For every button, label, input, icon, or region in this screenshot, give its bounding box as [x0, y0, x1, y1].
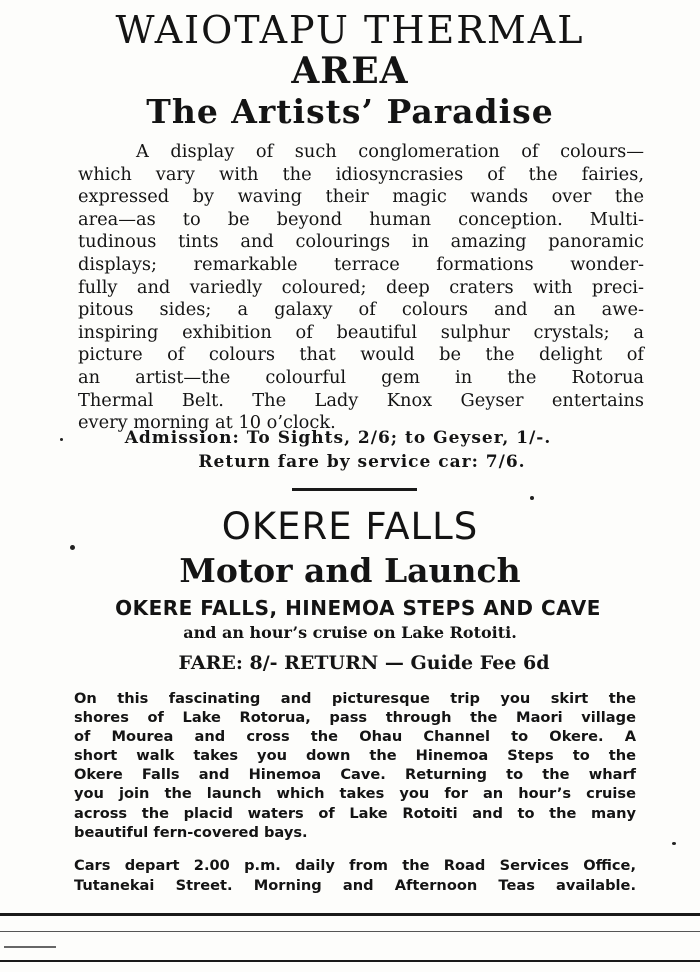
okere-title-line1: OKERE FALLS — [221, 505, 479, 548]
okere-body-line: across the placid waters of Lake Rotoiti and to the many — [74, 804, 636, 822]
waiotapu-description — [78, 141, 644, 435]
waiotapu-body-line: area—as to be beyond human conception. Multi- — [78, 208, 644, 230]
okere-body-line: of Mourea and cross the Ohau Channel to Okere. A — [74, 728, 636, 746]
ink-speck — [530, 496, 534, 500]
waiotapu-admission: Admission: To Sights, 2/6; to Geyser, 1/-. — [124, 428, 552, 448]
waiotapu-body-line: displays; remarkable terrace formations wonder- — [78, 253, 644, 275]
page-rule — [0, 913, 700, 916]
waiotapu-body-line: which vary with the idiosyncrasies of the fairies, — [78, 163, 644, 185]
okere-cars-line: Tutanekai Street. Morning and Afternoon Teas available. — [74, 876, 636, 894]
ink-speck — [4, 946, 56, 948]
ink-speck — [70, 545, 75, 550]
ink-speck — [60, 438, 63, 441]
okere-fare: FARE: 8/- RETURN — Guide Fee 6d — [178, 652, 550, 674]
waiotapu-body-line: A display of such conglomeration of colours— — [136, 141, 644, 162]
waiotapu-subtitle: The Artists’ Paradise — [146, 92, 554, 131]
page-rule — [0, 960, 700, 962]
waiotapu-body-line: fully and variedly coloured; deep craters with preci- — [78, 276, 644, 298]
okere-route: OKERE FALLS, HINEMOA STEPS AND CAVE — [115, 596, 601, 620]
waiotapu-body-line: every morning at 10 o’clock. — [78, 412, 336, 434]
page-rule — [0, 931, 700, 932]
okere-cruise: and an hour’s cruise on Lake Rotoiti. — [183, 623, 517, 642]
ink-speck — [672, 842, 676, 845]
waiotapu-body-line: an artist—the colourful gem in the Rotorua — [78, 366, 644, 388]
waiotapu-return-fare: Return fare by service car: 7/6. — [198, 452, 526, 472]
okere-body-line: Okere Falls and Hinemoa Cave. Returning to the wharf — [74, 766, 636, 784]
okere-body-line: you join the launch which takes you for an hour’s cruise — [74, 785, 636, 803]
okere-title-line2: Motor and Launch — [179, 551, 521, 590]
waiotapu-title-line1: WAIOTAPU THERMAL — [115, 8, 585, 52]
okere-departure-info — [74, 856, 636, 895]
okere-description — [74, 689, 636, 842]
waiotapu-body-line: pitous sides; a galaxy of colours and an awe- — [78, 299, 644, 321]
okere-body-line: On this fascinating and picturesque trip you skirt the — [74, 690, 636, 707]
okere-body-line: short walk takes you down the Hinemoa Steps to the — [74, 747, 636, 765]
okere-cars-line: Cars depart 2.00 p.m. daily from the Road Services Office, — [74, 857, 636, 874]
waiotapu-body-line: picture of colours that would be the delight of — [78, 344, 644, 366]
okere-body-line: shores of Lake Rotorua, pass through the Maori village — [74, 709, 636, 727]
waiotapu-body-line: inspiring exhibition of beautiful sulphur crystals; a — [78, 321, 644, 343]
waiotapu-body-line: Thermal Belt. The Lady Knox Geyser entertains — [78, 389, 644, 411]
section-divider — [292, 488, 417, 491]
waiotapu-body-line: expressed by waving their magic wands over the — [78, 186, 644, 208]
okere-body-line: beautiful fern-covered bays. — [74, 823, 308, 841]
waiotapu-body-line: tudinous tints and colourings in amazing panoramic — [78, 231, 644, 253]
waiotapu-title-line2: AREA — [291, 50, 409, 92]
